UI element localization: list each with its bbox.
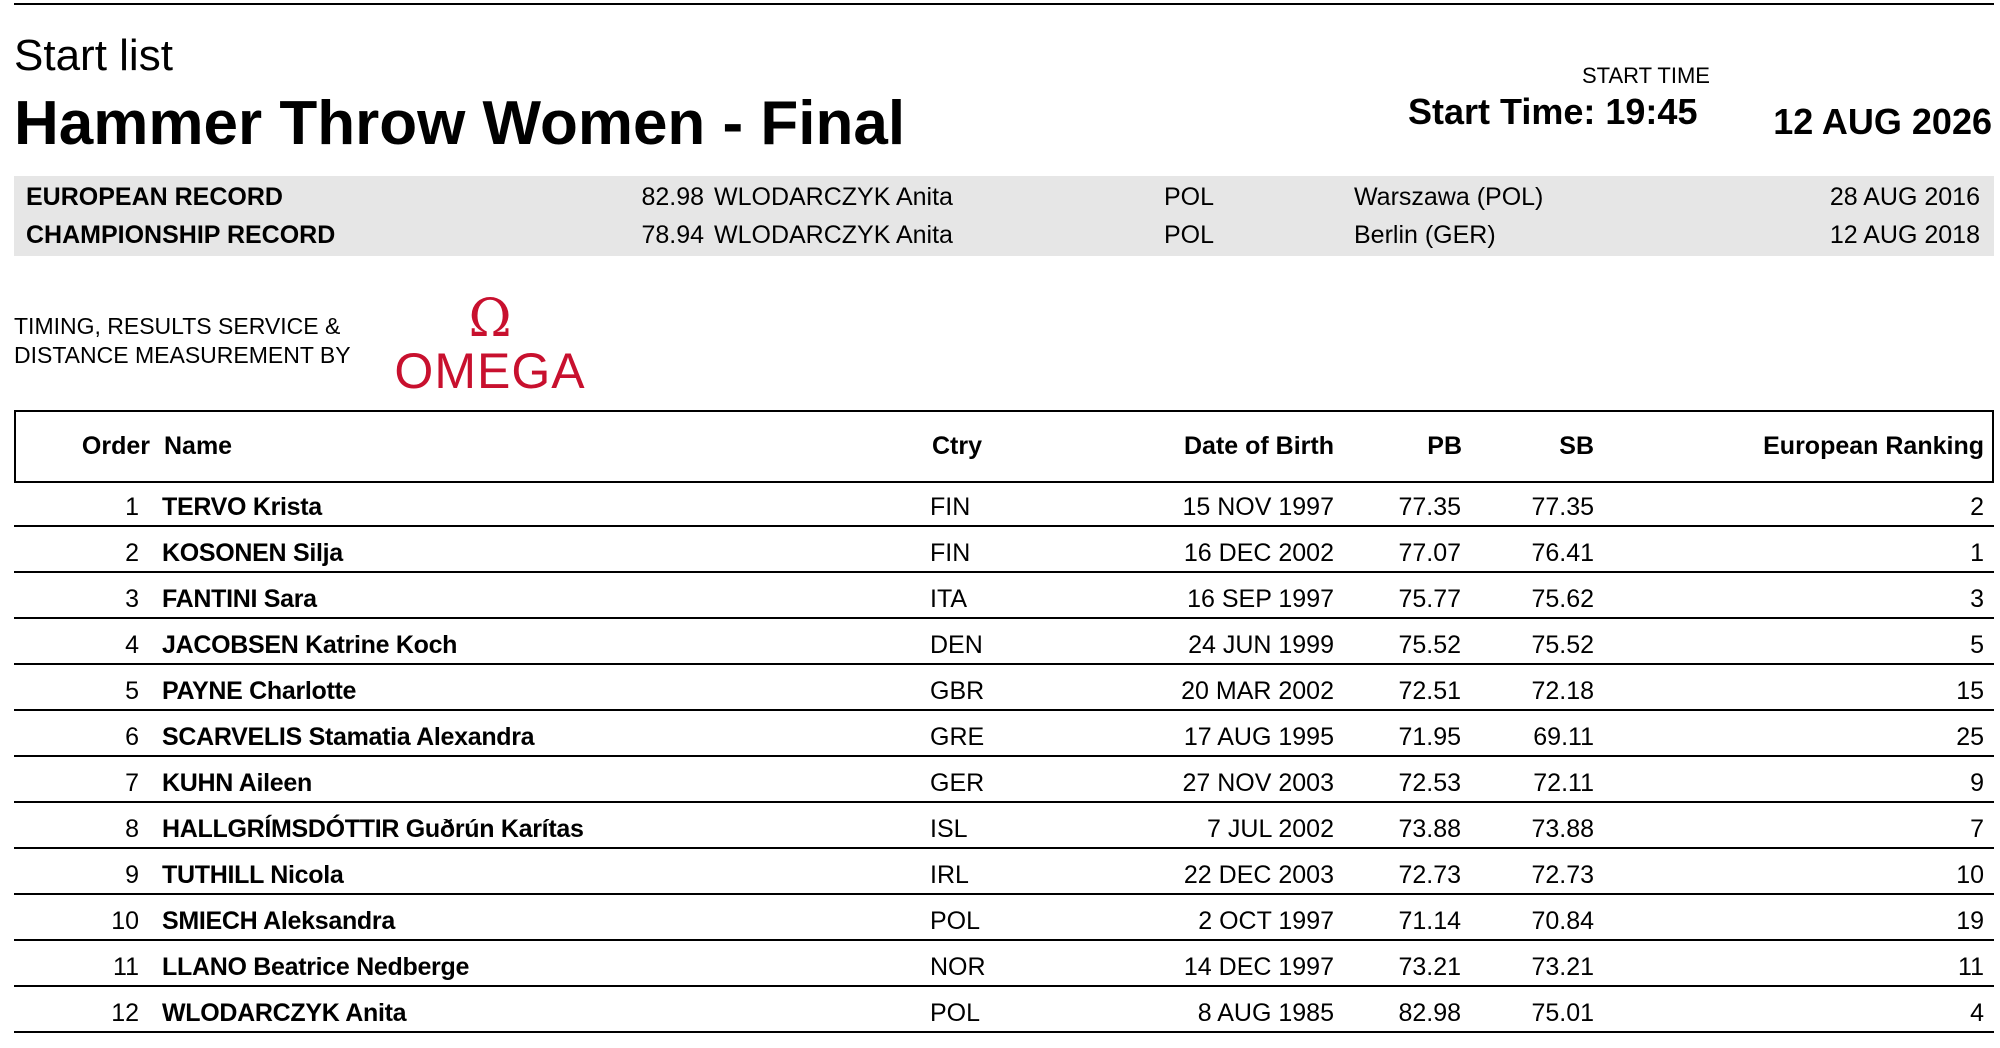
- record-label: CHAMPIONSHIP RECORD: [26, 221, 336, 249]
- cell-sb: 72.18: [1531, 677, 1594, 705]
- record-holder: WLODARCZYK Anita: [714, 221, 953, 249]
- table-row: [14, 895, 1994, 941]
- cell-order: 12: [111, 999, 139, 1027]
- cell-order: 11: [113, 953, 139, 981]
- table-row: [14, 527, 1994, 573]
- omega-wordmark: OMEGA: [394, 343, 586, 396]
- cell-pb: 72.53: [1398, 769, 1461, 797]
- cell-european-ranking: 7: [1970, 815, 1984, 843]
- cell-european-ranking: 5: [1970, 631, 1984, 659]
- cell-sb: 73.21: [1531, 953, 1594, 981]
- cell-pb: 75.77: [1398, 585, 1461, 613]
- top-rule: [14, 3, 1994, 5]
- omega-symbol: Ω: [468, 290, 512, 349]
- column-header-pb: PB: [1427, 432, 1462, 460]
- cell-european-ranking: 10: [1956, 861, 1984, 889]
- table-row: [14, 665, 1994, 711]
- start-time-caption: START TIME: [1582, 63, 1710, 88]
- record-label: EUROPEAN RECORD: [26, 183, 283, 211]
- cell-sb: 75.52: [1531, 631, 1594, 659]
- cell-pb: 75.52: [1398, 631, 1461, 659]
- cell-date-of-birth: 17 AUG 1995: [1183, 723, 1334, 751]
- cell-european-ranking: 3: [1970, 585, 1984, 613]
- timing-credit-line-2: DISTANCE MEASUREMENT BY: [14, 342, 351, 368]
- table-row: [14, 573, 1994, 619]
- record-venue: Warszawa (POL): [1354, 183, 1544, 211]
- cell-sb: 70.84: [1531, 907, 1594, 935]
- cell-pb: 71.95: [1398, 723, 1461, 751]
- cell-order: 6: [125, 723, 139, 751]
- cell-date-of-birth: 14 DEC 1997: [1183, 953, 1334, 981]
- cell-name: JACOBSEN Katrine Koch: [162, 631, 458, 659]
- cell-name: FANTINI Sara: [162, 585, 317, 613]
- cell-order: 3: [125, 585, 139, 613]
- cell-country: GRE: [930, 723, 985, 751]
- cell-date-of-birth: 7 JUL 2002: [1207, 815, 1334, 843]
- record-row-european: [14, 178, 1994, 216]
- cell-country: FIN: [930, 493, 971, 521]
- record-date: 12 AUG 2018: [1829, 221, 1980, 249]
- cell-pb: 82.98: [1398, 999, 1461, 1027]
- record-mark: 82.98: [641, 183, 704, 211]
- record-mark: 78.94: [641, 221, 704, 249]
- document-type: Start list: [14, 31, 173, 80]
- cell-name: TERVO Krista: [162, 493, 322, 521]
- athlete-table: [14, 481, 1994, 1033]
- cell-european-ranking: 15: [1956, 677, 1984, 705]
- table-row: [14, 803, 1994, 849]
- column-header-order: Order: [81, 432, 150, 460]
- record-venue: Berlin (GER): [1354, 221, 1496, 249]
- record-holder: WLODARCZYK Anita: [714, 183, 953, 211]
- cell-country: ISL: [930, 815, 968, 843]
- record-date: 28 AUG 2016: [1829, 183, 1980, 211]
- cell-country: GBR: [930, 677, 985, 705]
- table-row: [14, 987, 1994, 1033]
- cell-sb: 69.11: [1533, 723, 1594, 751]
- column-header-european-ranking: European Ranking: [1763, 432, 1984, 460]
- cell-sb: 72.73: [1531, 861, 1594, 889]
- cell-country: ITA: [930, 585, 968, 613]
- cell-order: 10: [111, 907, 139, 935]
- event-date: 12 AUG 2026: [1773, 101, 1992, 142]
- cell-country: FIN: [930, 539, 971, 567]
- cell-order: 7: [125, 769, 139, 797]
- cell-european-ranking: 9: [1970, 769, 1984, 797]
- cell-date-of-birth: 2 OCT 1997: [1198, 907, 1334, 935]
- cell-country: NOR: [930, 953, 986, 981]
- cell-pb: 73.88: [1398, 815, 1461, 843]
- table-row: [14, 619, 1994, 665]
- cell-country: POL: [930, 907, 981, 935]
- cell-european-ranking: 4: [1970, 999, 1984, 1027]
- cell-date-of-birth: 27 NOV 2003: [1182, 769, 1334, 797]
- column-header-country: Ctry: [932, 432, 983, 460]
- cell-date-of-birth: 24 JUN 1999: [1188, 631, 1334, 659]
- cell-order: 2: [125, 539, 139, 567]
- cell-country: IRL: [930, 861, 969, 889]
- cell-sb: 72.11: [1533, 769, 1594, 797]
- table-row: [14, 711, 1994, 757]
- cell-date-of-birth: 16 SEP 1997: [1187, 585, 1334, 613]
- cell-sb: 76.41: [1531, 539, 1594, 567]
- start-time: Start Time: 19:45: [1408, 91, 1698, 132]
- record-country: POL: [1164, 221, 1215, 249]
- cell-pb: 77.07: [1398, 539, 1461, 567]
- cell-name: KOSONEN Silja: [162, 539, 343, 567]
- cell-country: DEN: [930, 631, 983, 659]
- column-header-date-of-birth: Date of Birth: [1184, 432, 1334, 460]
- table-row: [14, 941, 1994, 987]
- cell-name: SMIECH Aleksandra: [162, 907, 395, 935]
- cell-name: PAYNE Charlotte: [162, 677, 357, 705]
- cell-name: SCARVELIS Stamatia Alexandra: [162, 723, 535, 751]
- cell-sb: 77.35: [1531, 493, 1594, 521]
- cell-european-ranking: 1: [1970, 539, 1984, 567]
- column-header-name: Name: [164, 432, 233, 460]
- cell-name: WLODARCZYK Anita: [162, 999, 407, 1027]
- table-header: [14, 410, 1994, 483]
- table-row: [14, 481, 1994, 527]
- cell-date-of-birth: 15 NOV 1997: [1182, 493, 1334, 521]
- cell-date-of-birth: 8 AUG 1985: [1197, 999, 1334, 1027]
- cell-european-ranking: 19: [1956, 907, 1984, 935]
- cell-european-ranking: 11: [1958, 953, 1984, 981]
- cell-sb: 73.88: [1531, 815, 1594, 843]
- cell-name: HALLGRÍMSDÓTTIR Guðrún Karítas: [162, 815, 584, 843]
- record-row-championship: [14, 216, 1994, 254]
- cell-date-of-birth: 20 MAR 2002: [1181, 677, 1334, 705]
- omega-logo: [390, 290, 590, 396]
- table-row: [14, 849, 1994, 895]
- cell-order: 1: [125, 493, 139, 521]
- timing-credit-line-1: TIMING, RESULTS SERVICE &: [14, 313, 341, 339]
- cell-pb: 72.51: [1398, 677, 1461, 705]
- event-title: Hammer Throw Women - Final: [14, 89, 906, 158]
- cell-order: 9: [125, 861, 139, 889]
- column-header-sb: SB: [1559, 432, 1594, 460]
- cell-name: TUTHILL Nicola: [162, 861, 344, 889]
- records-panel: [14, 176, 1994, 256]
- timing-credit: [14, 312, 351, 370]
- cell-name: KUHN Aileen: [162, 769, 312, 797]
- cell-sb: 75.01: [1531, 999, 1594, 1027]
- cell-name: LLANO Beatrice Nedberge: [162, 953, 470, 981]
- cell-order: 5: [125, 677, 139, 705]
- cell-european-ranking: 2: [1970, 493, 1984, 521]
- cell-pb: 72.73: [1398, 861, 1461, 889]
- cell-pb: 77.35: [1398, 493, 1461, 521]
- cell-european-ranking: 25: [1956, 723, 1984, 751]
- cell-country: GER: [930, 769, 985, 797]
- cell-country: POL: [930, 999, 981, 1027]
- cell-pb: 73.21: [1398, 953, 1461, 981]
- record-country: POL: [1164, 183, 1215, 211]
- cell-pb: 71.14: [1398, 907, 1461, 935]
- cell-order: 4: [125, 631, 139, 659]
- cell-sb: 75.62: [1531, 585, 1594, 613]
- table-row: [14, 757, 1994, 803]
- cell-date-of-birth: 22 DEC 2003: [1183, 861, 1334, 889]
- cell-order: 8: [125, 815, 139, 843]
- cell-date-of-birth: 16 DEC 2002: [1183, 539, 1334, 567]
